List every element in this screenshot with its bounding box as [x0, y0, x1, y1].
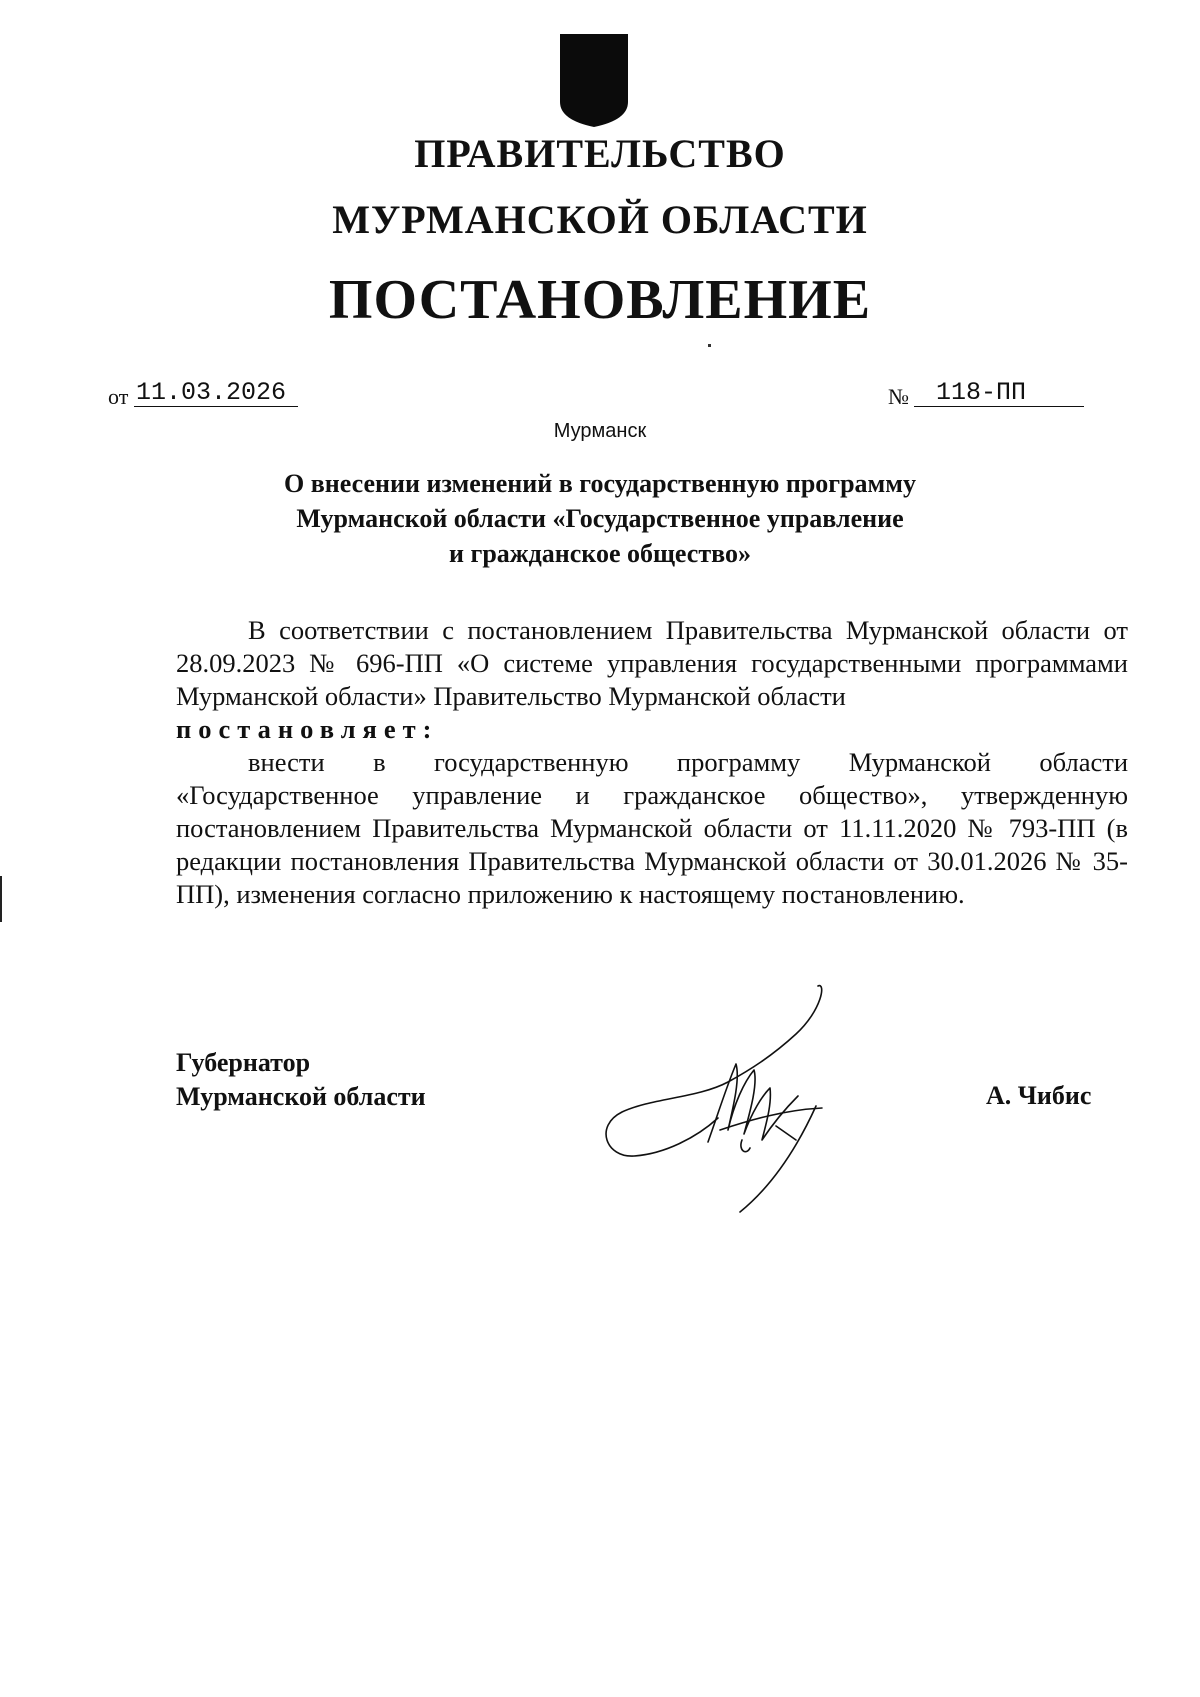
document-type-title: ПОСТАНОВЛЕНИЕ	[328, 269, 872, 331]
margin-mark	[0, 876, 2, 922]
document-number: 118-ПП	[936, 378, 1027, 407]
document-city: Мурманск	[553, 420, 647, 442]
signatory-name: А. Чибис	[986, 1081, 1092, 1110]
subject-line2: Мурманской области «Государственное управление	[296, 504, 904, 533]
position-line2: Мурманской области	[176, 1082, 426, 1111]
number-prefix: №	[888, 384, 909, 409]
number-underline	[914, 378, 1084, 407]
position-line1: Губернатор	[176, 1048, 311, 1077]
body-paragraph-2	[176, 746, 1128, 911]
speck-dot	[708, 344, 711, 347]
document-date: 11.03.2026	[136, 378, 287, 407]
date-prefix: от	[108, 384, 129, 409]
body-paragraph-1	[176, 614, 1128, 746]
coat-of-arms-icon	[558, 32, 630, 128]
signatory-position	[176, 1046, 426, 1114]
subject-line1: О внесении изменений в государственную программу	[284, 469, 916, 498]
operative-text: внести в государственную программу Мурманской области «Государственное управление и гражданское общество», утвержденную постановлением Правительства Мурманской области от 11.11.2020 № 793-ПП (в редакции постановления Правительства Мурманской области от 30.01.2026 № 35-ПП), изменения согласно приложению к настоящему постановлению.	[176, 747, 1128, 909]
date-underline	[134, 378, 298, 407]
org-name-line1: ПРАВИТЕЛЬСТВО	[414, 131, 786, 176]
decree-word: постановляет:	[176, 714, 439, 744]
preamble-text: В соответствии с постановлением Правительства Мурманской области от 28.09.2023 № 696-ПП «О системе управления государственными программами Мурманской области» Правительство Мурманской области	[176, 615, 1128, 711]
subject-line3: и гражданское общество»	[449, 539, 751, 568]
document-subject	[0, 466, 1200, 571]
org-name-line2: МУРМАНСКОЙ ОБЛАСТИ	[332, 197, 868, 242]
handwritten-signature-icon	[600, 980, 860, 1215]
